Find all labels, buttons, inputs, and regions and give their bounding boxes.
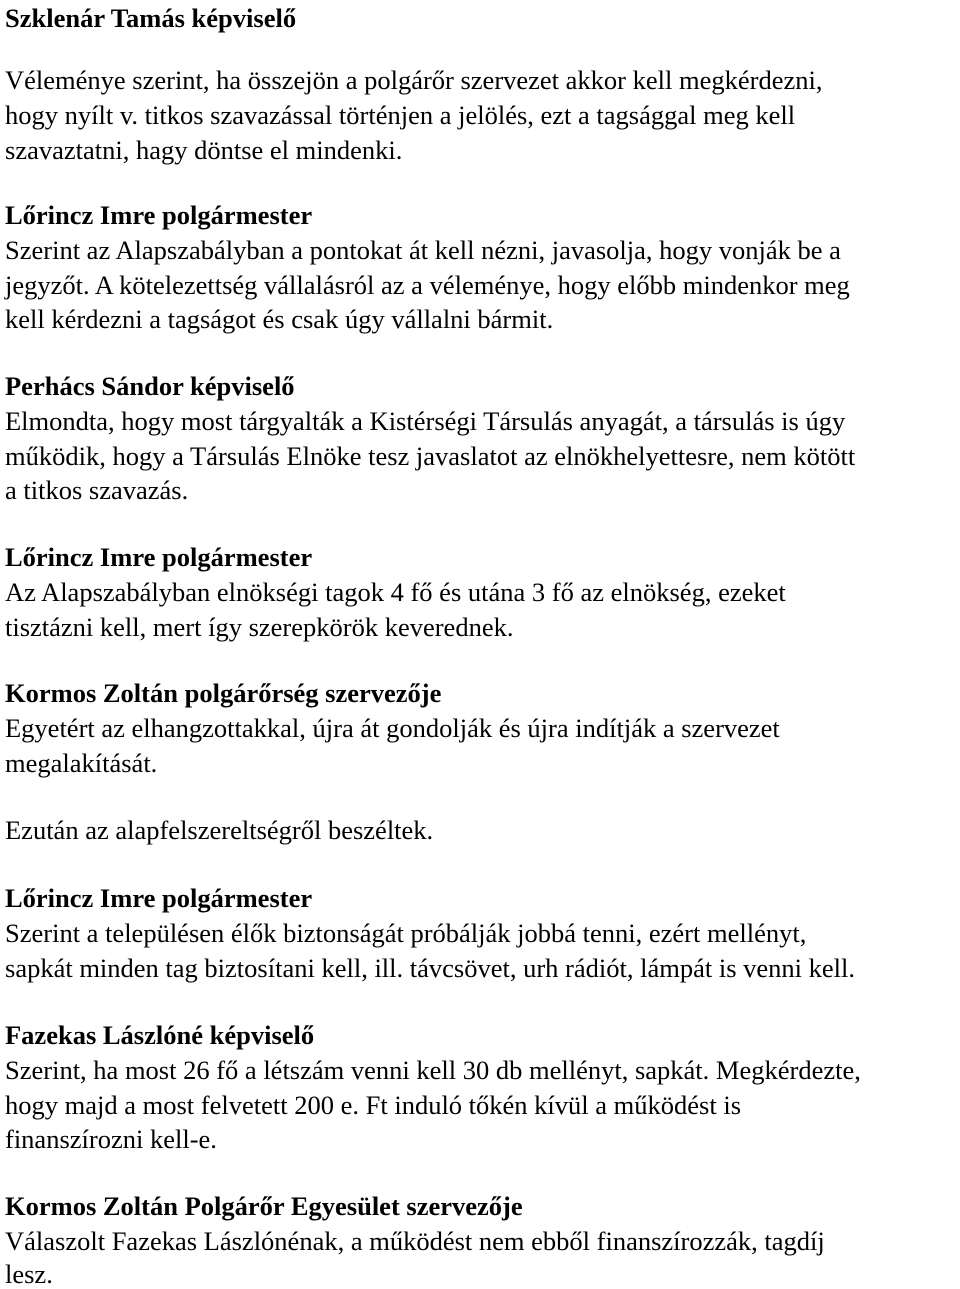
paragraph-line: tisztázni kell, mert így szerepkörök keverednek. — [5, 612, 514, 642]
paragraph-line: Szerint az Alapszabályban a pontokat át kell nézni, javasolja, hogy vonják be a — [5, 235, 841, 265]
speaker-heading: Perhács Sándor képviselő — [5, 371, 295, 401]
paragraph-line: kell kérdezni a tagságot és csak úgy vállalni bármit. — [5, 304, 554, 334]
paragraph-line: Az Alapszabályban elnökségi tagok 4 fő és utána 3 fő az elnökség, ezeket — [5, 577, 786, 607]
paragraph-line: Véleménye szerint, ha összejön a polgárőr szervezet akkor kell megkérdezni, — [5, 65, 823, 95]
paragraph-line: sapkát minden tag biztosítani kell, ill. távcsövet, urh rádiót, lámpát is venni kell. — [5, 953, 856, 983]
speaker-heading: Lőrincz Imre polgármester — [5, 542, 313, 572]
speaker-heading: Fazekas Lászlóné képviselő — [5, 1020, 315, 1050]
paragraph-line: hogy majd a most felvetett 200 e. Ft induló tőkén kívül a működést is — [5, 1090, 742, 1120]
speaker-heading: Lőrincz Imre polgármester — [5, 883, 313, 913]
paragraph-line: szavaztatni, hagy döntse el mindenki. — [5, 135, 403, 165]
speaker-heading: Kormos Zoltán polgárőrség szervezője — [5, 678, 442, 708]
paragraph-line: Szerint, ha most 26 fő a létszám venni kell 30 db mellényt, sapkát. Megkérdezte, — [5, 1055, 861, 1085]
paragraph-line: finanszírozni kell-e. — [5, 1124, 217, 1154]
speaker-heading: Kormos Zoltán Polgárőr Egyesület szervezője — [5, 1191, 523, 1221]
paragraph-line: lesz. — [5, 1259, 53, 1289]
paragraph-line: Egyetért az elhangzottakkal, újra át gondolják és újra indítják a szervezet — [5, 713, 780, 743]
paragraph-line: működik, hogy a Társulás Elnöke tesz javaslatot az elnökhelyettesre, nem kötött — [5, 441, 856, 471]
speaker-heading: Szklenár Tamás képviselő — [5, 3, 297, 33]
paragraph-line: megalakítását. — [5, 748, 158, 778]
paragraph-line: Ezután az alapfelszereltségről beszéltek. — [5, 815, 434, 845]
paragraph-line: Válaszolt Fazekas Lászlónénak, a működést nem ebből finanszírozzák, tagdíj — [5, 1226, 825, 1256]
paragraph-line: Szerint a településen élők biztonságát próbálják jobbá tenni, ezért mellényt, — [5, 918, 807, 948]
paragraph-line: hogy nyílt v. titkos szavazással történjen a jelölés, ezt a tagsággal meg kell — [5, 100, 796, 130]
paragraph-line: jegyzőt. A kötelezettség vállalásról az a véleménye, hogy előbb mindenkor meg — [5, 270, 850, 300]
paragraph-line: Elmondta, hogy most tárgyalták a Kistérségi Társulás anyagát, a társulás is úgy — [5, 406, 846, 436]
paragraph-line: a titkos szavazás. — [5, 475, 189, 505]
speaker-heading: Lőrincz Imre polgármester — [5, 200, 313, 230]
